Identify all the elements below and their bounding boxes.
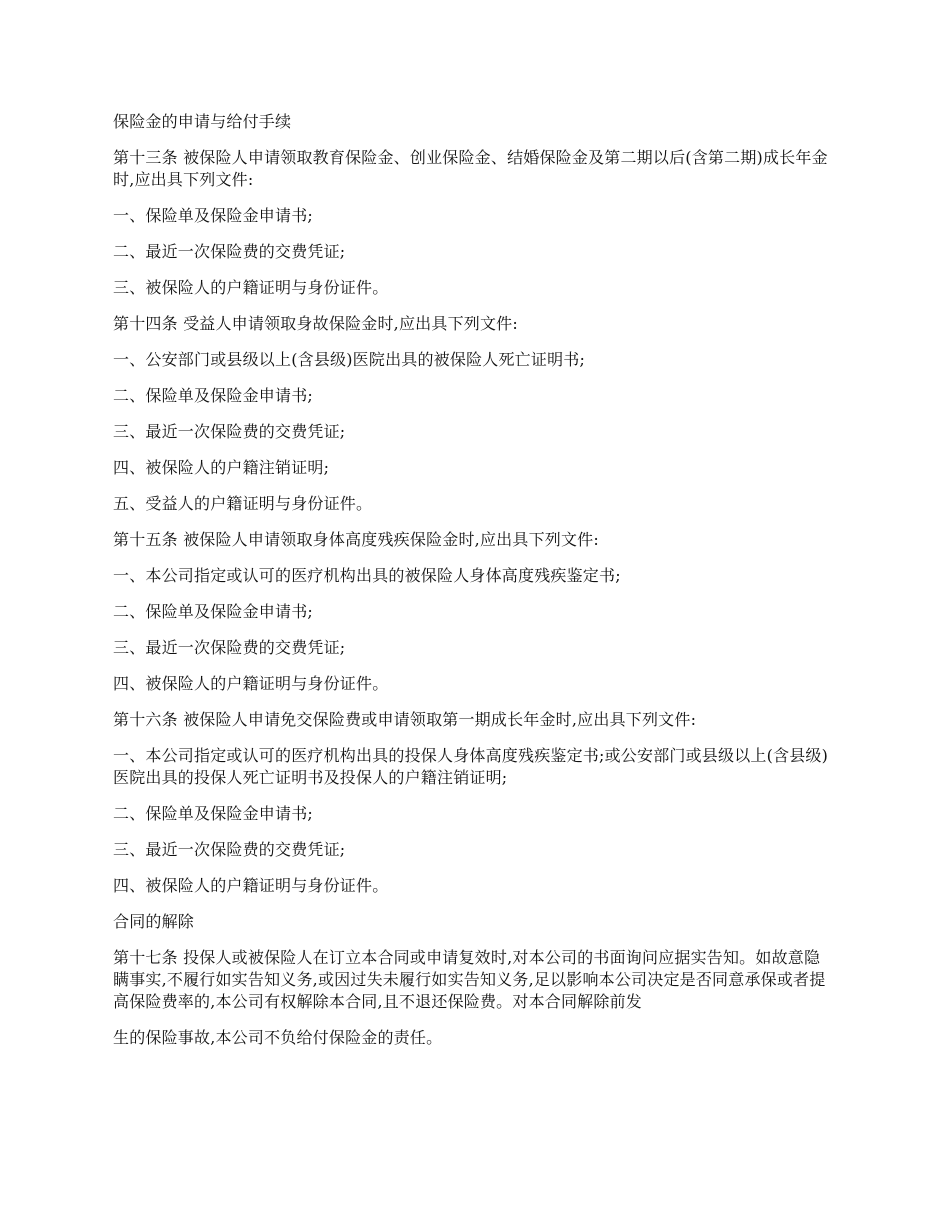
article-17-continuation: 生的保险事故,本公司不负给付保险金的责任。 xyxy=(113,1028,443,1047)
article-13: 第十三条 被保险人申请领取教育保险金、创业保险金、结婚保险金及第二期以后(含第二期)成长年金时,应出具下列文件: xyxy=(113,148,828,189)
article-14-item-5: 五、受益人的户籍证明与身份证件。 xyxy=(113,494,373,513)
article-16-item-3: 三、最近一次保险费的交费凭证; xyxy=(113,840,346,859)
document-body xyxy=(113,111,835,1063)
article-15-item-1: 一、本公司指定或认可的医疗机构出具的被保险人身体高度残疾鉴定书; xyxy=(113,566,621,585)
article-15: 第十五条 被保险人申请领取身体高度残疾保险金时,应出具下列文件: xyxy=(113,530,599,549)
article-16-item-1: 一、本公司指定或认可的医疗机构出具的投保人身体高度残疾鉴定书;或公安部门或县级以上(含县级)医院出具的投保人死亡证明书及投保人的户籍注销证明; xyxy=(113,746,829,787)
article-15-item-2: 二、保险单及保险金申请书; xyxy=(113,602,313,621)
article-16-item-4: 四、被保险人的户籍证明与身份证件。 xyxy=(113,876,389,895)
article-13-item-3: 三、被保险人的户籍证明与身份证件。 xyxy=(113,278,389,297)
section-heading-termination: 合同的解除 xyxy=(113,912,195,931)
article-15-item-3: 三、最近一次保险费的交费凭证; xyxy=(113,638,346,657)
article-17: 第十七条 投保人或被保险人在订立本合同或申请复效时,对本公司的书面询问应据实告知。如故意隐瞒事实,不履行如实告知义务,或因过失未履行如实告知义务,足以影响本公司决定是否同意承保或者提高保险费率的,本公司有权解除本合同,且不退还保险费。对本合同解除前发 xyxy=(113,948,826,1011)
article-16: 第十六条 被保险人申请免交保险费或申请领取第一期成长年金时,应出具下列文件: xyxy=(113,710,697,729)
article-14: 第十四条 受益人申请领取身故保险金时,应出具下列文件: xyxy=(113,314,518,333)
article-14-item-4: 四、被保险人的户籍注销证明; xyxy=(113,458,330,477)
article-16-item-2: 二、保险单及保险金申请书; xyxy=(113,804,313,823)
section-heading: 保险金的申请与给付手续 xyxy=(113,112,292,131)
article-13-item-2: 二、最近一次保险费的交费凭证; xyxy=(113,242,346,261)
article-15-item-4: 四、被保险人的户籍证明与身份证件。 xyxy=(113,674,389,693)
article-14-item-3: 三、最近一次保险费的交费凭证; xyxy=(113,422,346,441)
article-14-item-1: 一、公安部门或县级以上(含县级)医院出具的被保险人死亡证明书; xyxy=(113,350,586,369)
article-14-item-2: 二、保险单及保险金申请书; xyxy=(113,386,313,405)
article-13-item-1: 一、保险单及保险金申请书; xyxy=(113,206,313,225)
